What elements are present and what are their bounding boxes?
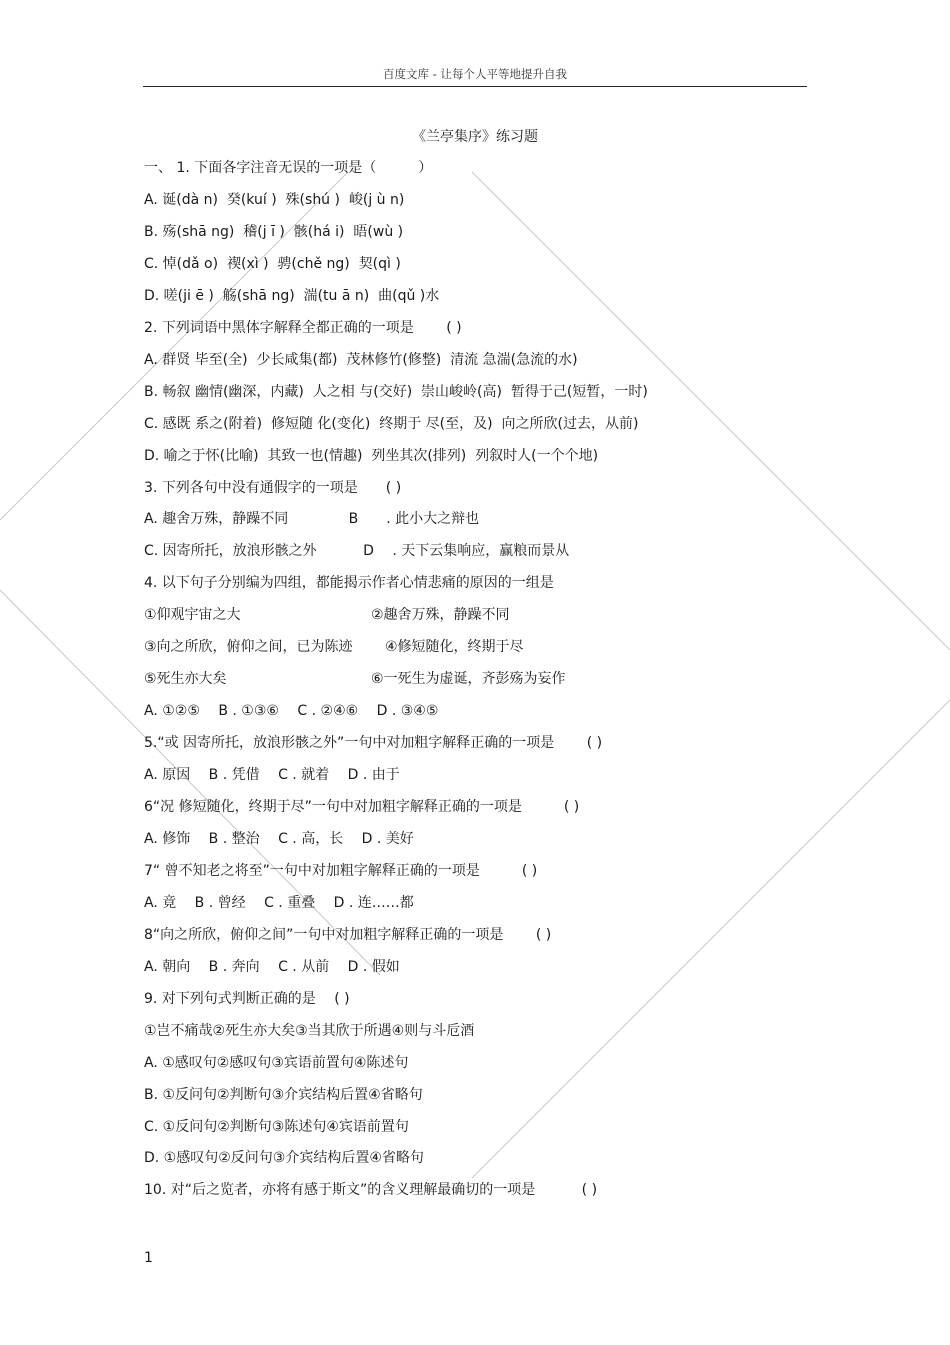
text-line: A. 竟 B . 曾经 C . 重叠 D . 连……都	[144, 894, 414, 911]
text-line: D. ①感叹句②反问句③介宾结构后置④省略句	[144, 1150, 424, 1167]
text-line: A. 原因 B . 凭借 C . 就着 D . 由于	[144, 767, 400, 784]
text-line: 7“ 曾不知老之将至”一句中对加粗字解释正确的一项是 ( )	[144, 862, 538, 879]
text-line: B. ①反问句②判断句③介宾结构后置④省略句	[144, 1086, 423, 1103]
text-line: 3. 下列各句中没有通假字的一项是 ( )	[144, 479, 402, 496]
text-line: A. 诞(dà n) 癸(kuí ) 殊(shú ) 峻(j ù n)	[144, 191, 405, 208]
text-line: C. 感既 系之(附着) 修短随 化(变化) 终期于 尽(至，及) 向之所欣(过去，从前)	[144, 415, 639, 432]
text-line: D. 喻之于怀(比喻) 其致一也(情趣) 列坐其次(排列) 列叙时人(一个个地)	[144, 447, 599, 464]
text-line: B. 畅叙 幽情(幽深，内藏) 人之相 与(交好) 崇山峻岭(高) 暂得于己(短暂，一时)	[144, 383, 648, 400]
page-number: 1	[144, 1250, 153, 1266]
text-line: ⑤死生亦大矣 ⑥一死生为虚诞，齐彭殇为妄作	[144, 671, 566, 688]
text-line: A. 朝向 B . 奔向 C . 从前 D . 假如	[144, 958, 400, 975]
text-line: A. 群贤 毕至(全) 少长咸集(都) 茂林修竹(修整) 清流 急湍(急流的水)	[144, 351, 578, 368]
text-line: 8“向之所欣，俯仰之间”一句中对加粗字解释正确的一项是 ( )	[144, 926, 552, 943]
text-line: A. ①感叹句②感叹句③宾语前置句④陈述句	[144, 1054, 409, 1071]
text-line: 4. 以下句子分别编为四组，都能揭示作者心情悲痛的原因的一组是	[144, 575, 554, 592]
text-line: ③向之所欣，俯仰之间，已为陈迹 ④修短随化，终期于尽	[144, 639, 524, 656]
text-line: A. 修饰 B . 整治 C . 高，长 D . 美好	[144, 830, 414, 847]
text-line: 2. 下列词语中黑体字解释全都正确的一项是 ( )	[144, 319, 462, 336]
text-line: A. 趣舍万殊，静躁不同 B . 此小大之辩也	[144, 511, 480, 528]
text-line: D. 嗟(ji ē ) 觞(shā ng) 湍(tu ā n) 曲(qǔ )水	[144, 287, 440, 304]
header-divider	[143, 86, 807, 87]
text-line: 9. 对下列句式判断正确的是 ( )	[144, 990, 350, 1007]
text-line: 一、 1. 下面各字注音无误的一项是（ ）	[144, 160, 433, 176]
text-line: C. 因寄所托，放浪形骸之外 D . 天下云集响应，赢粮而景从	[144, 543, 570, 560]
document-title: 《兰亭集序》练习题	[412, 129, 538, 145]
text-line: 5.“或 因寄所托，放浪形骸之外”一句中对加粗字解释正确的一项是 ( )	[144, 735, 603, 752]
text-line: A. ①②⑤ B . ①③⑥ C . ②④⑥ D . ③④⑤	[144, 703, 439, 720]
text-line: C. ①反问句②判断句③陈述句④宾语前置句	[144, 1118, 409, 1135]
text-line: 6“况 修短随化，终期于尽”一句中对加粗字解释正确的一项是 ( )	[144, 799, 580, 815]
text-line: ①岂不痛哉②死生亦大矣③当其欣于所遇④则与斗卮酒	[144, 1022, 475, 1039]
page-header: 百度文库 - 让每个人平等地提升自我	[383, 67, 567, 81]
text-line: B. 殇(shā ng) 稽(j ī ) 骸(há i) 晤(wù )	[144, 223, 404, 240]
text-line: C. 悼(dǎ o) 禊(xì ) 骋(chě ng) 契(qì )	[144, 255, 401, 272]
text-line: 10. 对“后之览者，亦将有感于斯文”的含义理解最确切的一项是 ( )	[144, 1182, 598, 1199]
text-line: ①仰观宇宙之大 ②趣舍万殊，静躁不同	[144, 607, 510, 624]
